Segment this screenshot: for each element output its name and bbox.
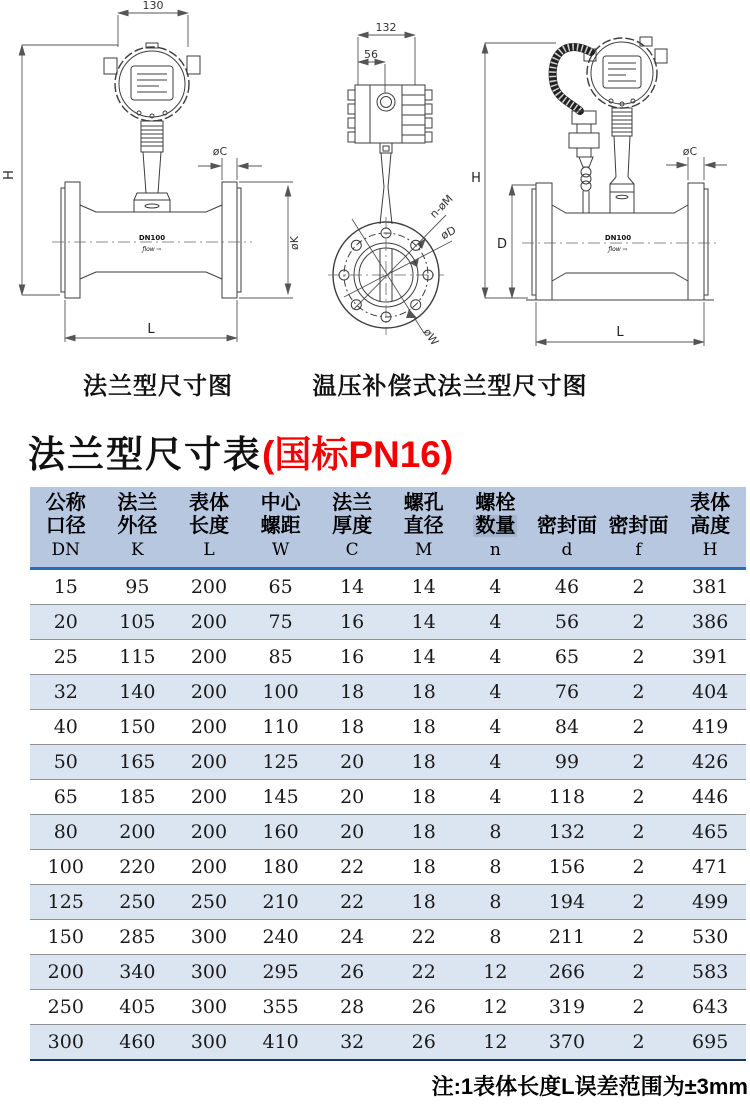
table-cell: 25	[30, 640, 102, 675]
table-cell: 26	[316, 955, 388, 990]
table-cell: 4	[460, 745, 532, 780]
table-cell: 46	[531, 569, 603, 605]
table-cell: 426	[674, 745, 746, 780]
table-cell: 2	[603, 885, 675, 920]
dim-label-l: L	[616, 325, 624, 340]
table-cell: 220	[102, 850, 174, 885]
table-cell: 22	[316, 885, 388, 920]
caption-temp-pressure-compensated: 温压补偿式法兰型尺寸图	[312, 373, 588, 400]
table-cell: 300	[30, 1025, 102, 1061]
table-cell: 18	[388, 745, 460, 780]
table-cell: 156	[531, 850, 603, 885]
dim-label-ow: øW	[420, 326, 442, 348]
table-row	[30, 745, 746, 780]
table-cell: 118	[531, 780, 603, 815]
table-cell: 18	[388, 850, 460, 885]
table-cell: 2	[603, 1025, 675, 1061]
table-cell: 84	[531, 710, 603, 745]
table-cell: 14	[316, 569, 388, 605]
table-cell: 8	[460, 815, 532, 850]
table-cell: 295	[245, 955, 317, 990]
table-cell: 200	[173, 569, 245, 605]
table-row	[30, 569, 746, 605]
table-row	[30, 605, 746, 640]
dim-label-h: H	[2, 170, 17, 180]
table-cell: 200	[173, 745, 245, 780]
table-cell: 14	[388, 605, 460, 640]
table-cell: 95	[102, 569, 174, 605]
col-bolt-count: 螺栓 数量 n	[460, 487, 532, 569]
table-cell: 200	[30, 955, 102, 990]
table-cell: 465	[674, 815, 746, 850]
table-cell: 32	[316, 1025, 388, 1061]
table-cell: 2	[603, 569, 675, 605]
table-cell: 99	[531, 745, 603, 780]
dim-label-l: L	[147, 322, 155, 337]
table-cell: 56	[531, 605, 603, 640]
table-cell: 200	[173, 640, 245, 675]
table-cell: 200	[173, 675, 245, 710]
table-cell: 419	[674, 710, 746, 745]
table-cell: 446	[674, 780, 746, 815]
col-body-height: 表体 高度 H	[674, 487, 746, 569]
table-cell: 2	[603, 780, 675, 815]
table-cell: 410	[245, 1025, 317, 1061]
table-cell: 404	[674, 675, 746, 710]
dim-label-h: H	[471, 171, 481, 186]
table-row	[30, 920, 746, 955]
table-row	[30, 815, 746, 850]
table-cell: 40	[30, 710, 102, 745]
table-cell: 2	[603, 920, 675, 955]
table-cell: 150	[30, 920, 102, 955]
table-cell: 20	[316, 780, 388, 815]
table-cell: 18	[316, 710, 388, 745]
table-cell: 460	[102, 1025, 174, 1061]
table-cell: 300	[173, 990, 245, 1025]
table-cell: 125	[245, 745, 317, 780]
table-cell: 125	[30, 885, 102, 920]
table-cell: 2	[603, 955, 675, 990]
table-cell: 18	[388, 780, 460, 815]
table-cell: 695	[674, 1025, 746, 1061]
table-cell: 75	[245, 605, 317, 640]
table-cell: 530	[674, 920, 746, 955]
table-cell: 4	[460, 640, 532, 675]
table-cell: 4	[460, 710, 532, 745]
table-cell: 150	[102, 710, 174, 745]
section-title-main: 法兰型尺寸表	[28, 434, 262, 475]
table-cell: 355	[245, 990, 317, 1025]
table-cell: 132	[531, 815, 603, 850]
dimension-table	[30, 487, 746, 1061]
table-cell: 140	[102, 675, 174, 710]
table-cell: 386	[674, 605, 746, 640]
table-cell: 210	[245, 885, 317, 920]
table-cell: 22	[388, 920, 460, 955]
table-cell: 2	[603, 990, 675, 1025]
table-cell: 499	[674, 885, 746, 920]
col-center-pitch: 中心 螺距 W	[245, 487, 317, 569]
table-cell: 15	[30, 569, 102, 605]
table-cell: 266	[531, 955, 603, 990]
table-cell: 211	[531, 920, 603, 955]
table-cell: 370	[531, 1025, 603, 1061]
table-cell: 2	[603, 850, 675, 885]
table-cell: 300	[173, 1025, 245, 1061]
dim-label-oc: øC	[682, 145, 698, 158]
table-cell: 300	[173, 955, 245, 990]
col-body-length: 表体 长度 L	[173, 487, 245, 569]
table-cell: 50	[30, 745, 102, 780]
table-cell: 200	[173, 710, 245, 745]
table-cell: 12	[460, 990, 532, 1025]
table-cell: 200	[173, 780, 245, 815]
section-title-standard: (国标PN16)	[262, 434, 454, 475]
table-cell: 105	[102, 605, 174, 640]
table-row	[30, 885, 746, 920]
table-cell: 340	[102, 955, 174, 990]
table-cell: 26	[388, 990, 460, 1025]
caption-flange-type: 法兰型尺寸图	[83, 373, 233, 400]
table-cell: 4	[460, 675, 532, 710]
table-cell: 250	[173, 885, 245, 920]
table-cell: 18	[388, 710, 460, 745]
table-row	[30, 955, 746, 990]
table-cell: 16	[316, 605, 388, 640]
table-cell: 405	[102, 990, 174, 1025]
body-size-label: DN100	[604, 234, 632, 242]
table-cell: 100	[30, 850, 102, 885]
table-cell: 2	[603, 815, 675, 850]
table-cell: 250	[102, 885, 174, 920]
table-row	[30, 675, 746, 710]
table-cell: 2	[603, 675, 675, 710]
table-row	[30, 850, 746, 885]
table-cell: 65	[30, 780, 102, 815]
dim-label-ok: øK	[288, 236, 301, 250]
flange-face-drawing	[310, 5, 470, 360]
table-cell: 194	[531, 885, 603, 920]
table-row	[30, 640, 746, 675]
dim-label-d: D	[496, 237, 508, 252]
table-cell: 391	[674, 640, 746, 675]
tolerance-note: 注:1表体长度L误差范围为±3mm	[431, 1074, 748, 1099]
table-cell: 200	[173, 815, 245, 850]
table-cell: 250	[30, 990, 102, 1025]
table-cell: 20	[316, 815, 388, 850]
table-cell: 583	[674, 955, 746, 990]
brand-logo: ƒlow ⇨	[608, 246, 628, 253]
table-cell: 14	[388, 640, 460, 675]
table-cell: 200	[173, 850, 245, 885]
table-cell: 16	[316, 640, 388, 675]
flange-type-drawing	[0, 0, 305, 355]
table-header	[30, 487, 746, 569]
table-cell: 18	[388, 815, 460, 850]
table-row	[30, 1025, 746, 1061]
table-cell: 18	[388, 885, 460, 920]
table-row	[30, 780, 746, 815]
table-cell: 8	[460, 920, 532, 955]
col-sealing-face-f: 密封面 f	[603, 487, 675, 569]
table-cell: 26	[388, 1025, 460, 1061]
table-cell: 12	[460, 955, 532, 990]
table-cell: 4	[460, 780, 532, 815]
brand-logo: ƒlow ⇨	[142, 246, 162, 253]
dim-label-130: 130	[142, 0, 164, 12]
table-cell: 28	[316, 990, 388, 1025]
temp-pressure-compensated-drawing	[470, 5, 750, 360]
col-nominal-diameter: 公称 口径 DN	[30, 487, 102, 569]
dim-label-od: øD	[438, 223, 459, 243]
table-cell: 180	[245, 850, 317, 885]
table-cell: 240	[245, 920, 317, 955]
dim-label-nom: n-øM	[427, 192, 456, 221]
table-cell: 145	[245, 780, 317, 815]
table-cell: 85	[245, 640, 317, 675]
col-bolt-hole-diameter: 螺孔 直径 M	[388, 487, 460, 569]
table-cell: 100	[245, 675, 317, 710]
table-cell: 24	[316, 920, 388, 955]
table-cell: 185	[102, 780, 174, 815]
table-cell: 2	[603, 605, 675, 640]
col-flange-thickness: 法兰 厚度 C	[316, 487, 388, 569]
table-cell: 4	[460, 605, 532, 640]
table-cell: 2	[603, 640, 675, 675]
table-cell: 471	[674, 850, 746, 885]
table-row	[30, 710, 746, 745]
table-cell: 8	[460, 885, 532, 920]
body-size-label: DN100	[138, 234, 166, 242]
table-cell: 200	[102, 815, 174, 850]
table-cell: 22	[388, 955, 460, 990]
table-body	[30, 569, 746, 1061]
table-cell: 300	[173, 920, 245, 955]
table-cell: 20	[30, 605, 102, 640]
table-cell: 14	[388, 569, 460, 605]
table-cell: 165	[102, 745, 174, 780]
dim-label-oc: øC	[212, 145, 228, 158]
table-row	[30, 990, 746, 1025]
table-cell: 381	[674, 569, 746, 605]
table-cell: 643	[674, 990, 746, 1025]
table-cell: 18	[388, 675, 460, 710]
table-cell: 12	[460, 1025, 532, 1061]
table-cell: 65	[531, 640, 603, 675]
col-sealing-face-d: 密封面 d	[531, 487, 603, 569]
table-cell: 32	[30, 675, 102, 710]
table-cell: 160	[245, 815, 317, 850]
dim-label-132: 132	[375, 21, 397, 34]
table-cell: 319	[531, 990, 603, 1025]
table-cell: 22	[316, 850, 388, 885]
table-cell: 18	[316, 675, 388, 710]
table-cell: 200	[173, 605, 245, 640]
table-cell: 2	[603, 710, 675, 745]
table-cell: 76	[531, 675, 603, 710]
table-cell: 110	[245, 710, 317, 745]
table-cell: 65	[245, 569, 317, 605]
table-cell: 115	[102, 640, 174, 675]
table-cell: 20	[316, 745, 388, 780]
table-cell: 8	[460, 850, 532, 885]
table-cell: 80	[30, 815, 102, 850]
section-title	[28, 424, 453, 478]
col-flange-od: 法兰 外径 K	[102, 487, 174, 569]
dim-label-56: 56	[364, 48, 378, 61]
table-cell: 285	[102, 920, 174, 955]
table-cell: 2	[603, 745, 675, 780]
table-cell: 4	[460, 569, 532, 605]
